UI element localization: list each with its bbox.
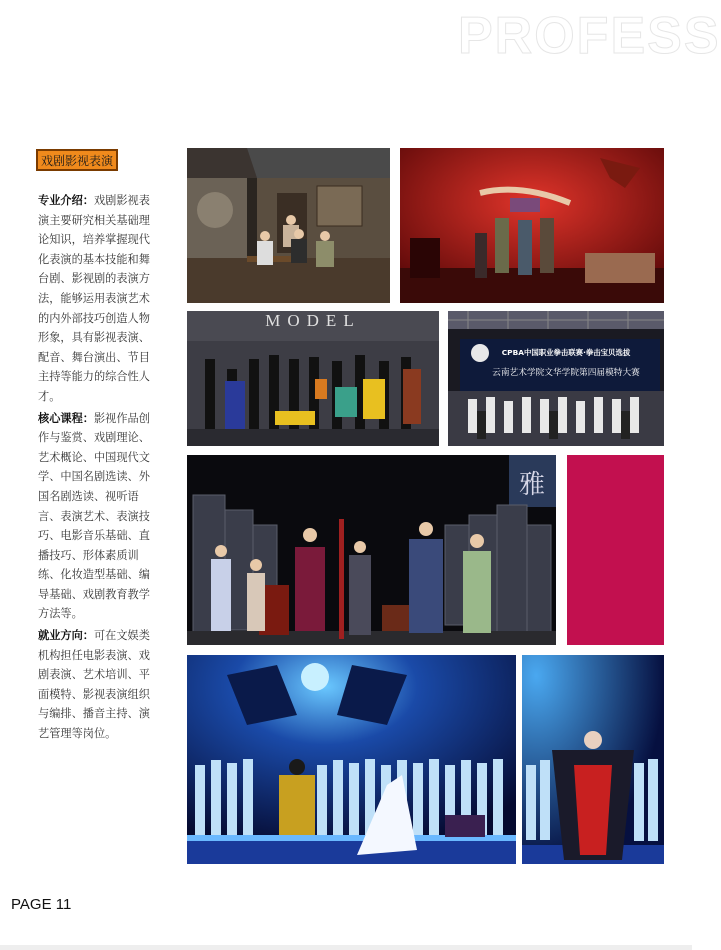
footer-divider bbox=[0, 945, 692, 950]
courses-paragraph bbox=[38, 409, 158, 625]
side-glyph: 雅 bbox=[518, 470, 546, 500]
section-badge: 戏剧影视表演 bbox=[36, 149, 118, 171]
page-number: PAGE 11 bbox=[11, 896, 72, 913]
photo-red-dance bbox=[400, 148, 664, 303]
contest-banner-title: CPBA中国职业拳击联赛·拳击宝贝选拔 bbox=[501, 348, 631, 357]
photo-opera-closeup bbox=[522, 655, 664, 864]
careers-text: 可在文娱类机构担任电影表演、戏剧表演、艺术培训、平面模特、影视表演组织与编排、播音主持、演艺管理等岗位。 bbox=[38, 629, 150, 741]
intro-text: 戏剧影视表演主要研究相关基础理论知识，培养掌握现代化表演的基本技能和舞台剧、影视剧的表演方法，能够运用表演艺术的内外部技巧创造人物形象，具有影视表演、配音、舞台演出、节目主持等能力的综合性人才。 bbox=[38, 194, 150, 403]
courses-label: 核心课程： bbox=[38, 411, 94, 425]
photo-contest-group bbox=[448, 311, 664, 446]
intro-paragraph bbox=[38, 191, 158, 407]
model-sign: MODEL bbox=[265, 311, 361, 330]
photo-stage-play bbox=[187, 455, 556, 645]
description-column bbox=[38, 191, 158, 746]
careers-label: 就业方向： bbox=[38, 629, 94, 643]
magenta-block bbox=[567, 455, 664, 645]
photo-model-group bbox=[187, 311, 439, 446]
careers-paragraph bbox=[38, 626, 158, 744]
contest-banner-sub: 云南艺术学院文华学院第四届模特大赛 bbox=[492, 368, 640, 378]
photo-blue-opera bbox=[187, 655, 516, 864]
intro-label: 专业介绍： bbox=[38, 194, 94, 207]
watermark-text: PROFESS bbox=[458, 7, 721, 65]
courses-text: 影视作品创作与鉴赏、戏剧理论、艺术概论、中国现代文学、中国名剧选读、外国名剧选读、视听语言、表演艺术、表演技巧、电影音乐基础、直播技巧、形体素质训练、化妆造型基础、编导基础、戏剧教育教学方法等。 bbox=[38, 411, 150, 621]
photo-courtyard-scene bbox=[187, 148, 390, 303]
